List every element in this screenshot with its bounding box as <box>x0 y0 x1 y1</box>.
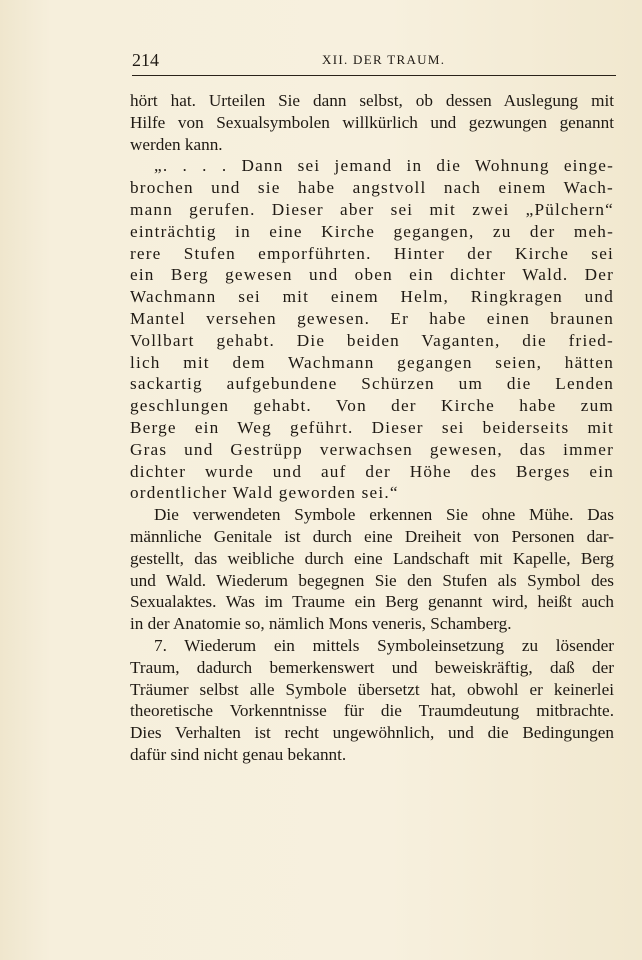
text-line: geschlungen gehabt. Von der Kirche habe zum <box>130 396 614 416</box>
text-line: werden kann. <box>130 134 223 154</box>
text-line: gestellt, das weibliche durch eine Landschaft mit Kapelle, Berg <box>130 548 614 568</box>
header-rule <box>132 75 616 76</box>
text-line: sackartig aufgebundene Schürzen um die Lenden <box>130 374 614 394</box>
text-line: Gras und Gestrüpp verwachsen gewesen, das immer <box>130 439 614 459</box>
text-line: Die verwendeten Symbole erkennen Sie ohne Mühe. Das <box>154 505 614 525</box>
page-header <box>132 48 616 72</box>
text-line: theoretische Vorkenntnisse für die Traumdeutung mitbrachte. <box>130 701 614 721</box>
text-line: in der Anatomie so, nämlich Mons veneris, Schamberg. <box>130 614 512 634</box>
text-line: brochen und sie habe angstvoll nach einem Wach- <box>130 178 614 198</box>
text-line: Sexualaktes. Was im Traume ein Berg genannt wird, heißt auch <box>130 592 614 612</box>
text-line: „. . . . Dann sei jemand in die Wohnung einge- <box>154 156 614 176</box>
text-line: ordentlicher Wald geworden sei.“ <box>130 483 399 503</box>
text-line: ein Berg gewesen und oben ein dichter Wald. Der <box>130 265 614 285</box>
text-line: Mantel versehen gewesen. Er habe einen braunen <box>130 308 614 328</box>
text-line: Wachmann sei mit einem Helm, Ringkragen und <box>130 287 614 307</box>
text-line: dichter wurde und auf der Höhe des Berges ein <box>130 461 614 481</box>
text-line: rere Stufen emporführten. Hinter der Kirche sei <box>130 243 614 263</box>
text-line: hört hat. Urteilen Sie dann selbst, ob dessen Auslegung mit <box>130 91 614 110</box>
text-line: mann gerufen. Dieser aber sei mit zwei „Pülchern“ <box>130 199 614 219</box>
text-line: 7. Wiederum ein mittels Symboleinsetzung zu lösender <box>154 635 614 655</box>
text-line: Dies Verhalten ist recht ungewöhnlich, und die Bedingungen <box>130 723 614 743</box>
text-line: Traum, dadurch bemerkenswert und beweiskräftig, daß der <box>130 657 614 677</box>
body-text <box>130 90 614 766</box>
page-number: 214 <box>132 50 159 70</box>
text-line: Vollbart gehabt. Die beiden Vaganten, die fried- <box>130 330 614 350</box>
text-line: Berge ein Weg geführt. Dieser sei beiderseits mit <box>130 417 614 437</box>
text-line: männliche Genitale ist durch eine Dreiheit von Personen dar- <box>130 526 614 546</box>
running-title: XII. DER TRAUM. <box>322 52 446 67</box>
text-line: lich mit dem Wachmann gegangen seien, hätten <box>130 352 614 372</box>
text-line: Träumer selbst alle Symbole übersetzt hat, obwohl er keinerlei <box>130 679 614 699</box>
text-line: dafür sind nicht genau bekannt. <box>130 744 347 764</box>
text-line: einträchtig in eine Kirche gegangen, zu der meh- <box>130 221 614 241</box>
text-line: Hilfe von Sexualsymbolen willkürlich und gezwungen genannt <box>130 112 614 132</box>
text-line: und Wald. Wiederum begegnen Sie den Stufen als Symbol des <box>130 570 614 590</box>
